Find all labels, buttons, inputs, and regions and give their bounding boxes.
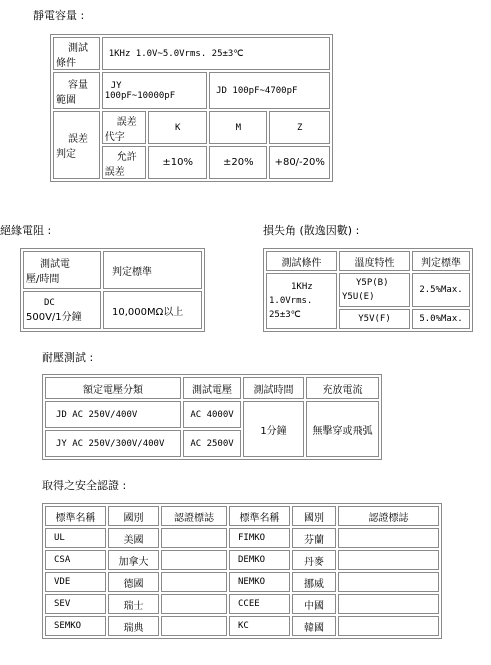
certification-table: [42, 503, 442, 639]
judge-label: 誤差 判定: [53, 111, 100, 179]
cert-mark: [161, 594, 227, 614]
withstand-row1-voltage: AC 4000V: [183, 401, 241, 428]
cert-row: [45, 594, 439, 614]
capacitance-table: [50, 34, 333, 182]
allow-label: 允許 誤差: [102, 146, 146, 179]
loss-header-temp: 溫度特性: [339, 251, 410, 271]
code-k: K: [148, 111, 207, 144]
cert-standard: SEV: [45, 594, 106, 614]
cert-standard: CSA: [45, 550, 106, 570]
cert-row: [45, 616, 439, 636]
test-condition-value: 1KHz 1.0V~5.0Vrms. 25±3℃: [102, 37, 330, 70]
cert-country: 芬蘭: [292, 528, 336, 548]
cert-country: 瑞士: [108, 594, 159, 614]
cert-header-mark-2: 認證標誌: [338, 506, 439, 526]
withstand-row2-voltage: AC 2500V: [183, 430, 241, 457]
cert-header-standard-1: 標準名稱: [45, 506, 106, 526]
cert-country: 挪威: [292, 572, 336, 592]
insulation-standard: 10,000MΩ以上: [103, 291, 202, 329]
loss-standard-2: 5.0%Max.: [412, 309, 470, 329]
cert-standard: UL: [45, 528, 106, 548]
allow-m: ±20%: [209, 146, 267, 179]
withstand-header-current: 充放電流: [306, 377, 379, 399]
cert-country: 中國: [292, 594, 336, 614]
cert-mark: [338, 528, 439, 548]
withstand-time: 1分鐘: [243, 401, 304, 457]
loss-temp-2: Y5V(F): [339, 309, 410, 329]
insulation-condition: DC 500V/1分鐘: [23, 291, 101, 329]
range-jy: JY 100pF~10000pF: [102, 72, 207, 109]
withstand-row1-class: JD AC 250V/400V: [45, 401, 181, 428]
withstand-row2-class: JY AC 250V/300V/400V: [45, 430, 181, 457]
cert-country: 丹麥: [292, 550, 336, 570]
range-label: 容量 範圍: [53, 72, 100, 109]
cert-header-standard-2: 標準名稱: [229, 506, 290, 526]
cert-mark: [338, 572, 439, 592]
cert-standard: DEMKO: [229, 550, 290, 570]
cert-header-country-1: 國別: [108, 506, 159, 526]
cert-mark: [338, 594, 439, 614]
cert-standard: SEMKO: [45, 616, 106, 636]
cert-country: 德國: [108, 572, 159, 592]
cert-standard: VDE: [45, 572, 106, 592]
test-condition-label: 測試 條件: [53, 37, 100, 70]
withstand-header-time: 測試時間: [243, 377, 304, 399]
cert-standard: FIMKO: [229, 528, 290, 548]
withstand-header-class: 額定電壓分類: [45, 377, 181, 399]
allow-z: +80/-20%: [269, 146, 330, 179]
cert-mark: [161, 528, 227, 548]
cert-standard: CCEE: [229, 594, 290, 614]
loss-temp-1: Y5P(B) Y5U(E): [339, 273, 410, 307]
cert-mark: [161, 616, 227, 636]
insulation-table: [20, 248, 205, 332]
cert-row: [45, 572, 439, 592]
range-jd: JD 100pF~4700pF: [209, 72, 330, 109]
loss-header-condition: 測試條件: [266, 251, 337, 271]
loss-standard-1: 2.5%Max.: [412, 273, 470, 307]
cert-country: 瑞典: [108, 616, 159, 636]
insulation-col2-header: 判定標準: [103, 251, 202, 289]
cert-mark: [338, 550, 439, 570]
withstand-header-voltage: 測試電壓: [183, 377, 241, 399]
cert-standard: NEMKO: [229, 572, 290, 592]
loss-condition: 1KHz 1.0Vrms. 25±3℃: [266, 273, 337, 329]
withstand-result: 無擊穿或飛弧: [306, 401, 379, 457]
loss-title: 損失角 (散逸因數) :: [263, 224, 360, 237]
cert-header-country-2: 國別: [292, 506, 336, 526]
code-z: Z: [269, 111, 330, 144]
capacitance-title: 靜電容量 :: [33, 9, 85, 22]
cert-mark: [161, 572, 227, 592]
cert-country: 美國: [108, 528, 159, 548]
loss-header-standard: 判定標準: [412, 251, 470, 271]
withstand-title: 耐壓測試 :: [42, 351, 94, 364]
certification-title: 取得之安全認證 :: [42, 479, 127, 492]
cert-standard: KC: [229, 616, 290, 636]
code-label: 誤差 代字: [102, 111, 146, 144]
cert-mark: [161, 550, 227, 570]
insulation-title: 絕緣電阻 :: [0, 224, 52, 237]
loss-table: [263, 248, 473, 332]
cert-row: [45, 528, 439, 548]
cert-header-mark-1: 認證標誌: [161, 506, 227, 526]
withstand-table: [42, 374, 382, 460]
insulation-col1-header: 測試電 壓/時間: [23, 251, 101, 289]
code-m: M: [209, 111, 267, 144]
cert-mark: [338, 616, 439, 636]
cert-country: 加拿大: [108, 550, 159, 570]
cert-row: [45, 550, 439, 570]
cert-country: 韓國: [292, 616, 336, 636]
allow-k: ±10%: [148, 146, 207, 179]
